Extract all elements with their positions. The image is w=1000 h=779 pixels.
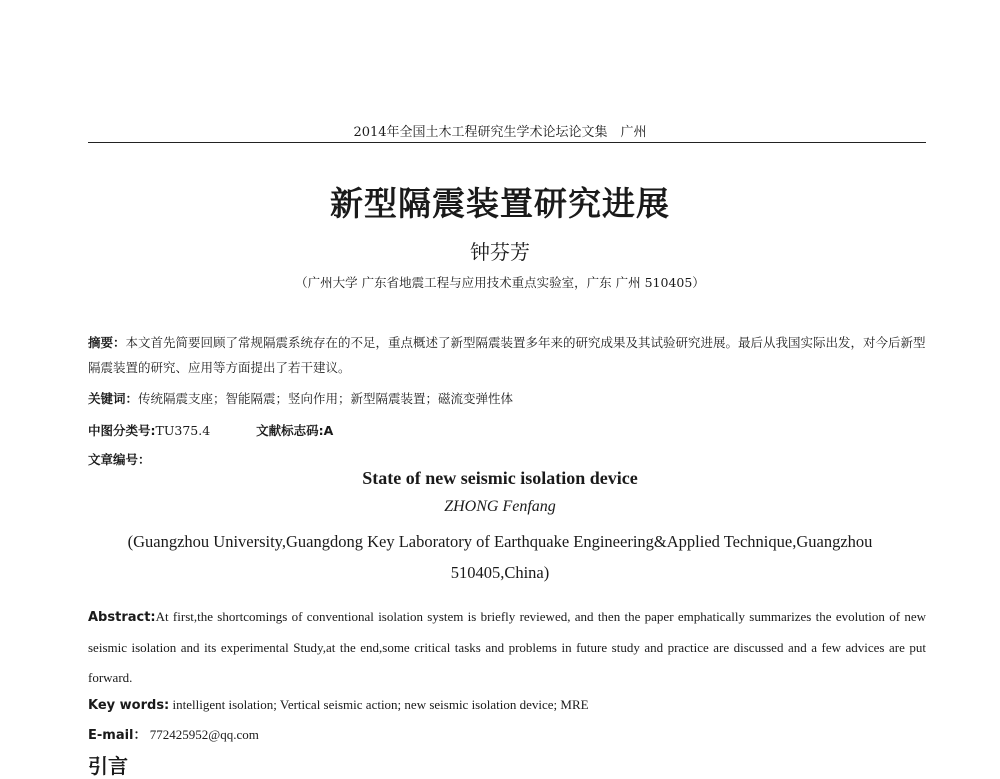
header-rule	[88, 142, 926, 143]
paper-title-cn: 新型隔震装置研究进展	[330, 184, 670, 223]
classification-line	[88, 418, 926, 443]
author-en: ZHONG Fenfang	[444, 498, 556, 515]
section-heading-intro: 引言	[88, 754, 128, 778]
email-value: 772425952@qq.com	[146, 727, 259, 742]
abstract-cn-label: 摘要：	[88, 335, 126, 350]
abstract-en	[88, 602, 926, 693]
running-header: 2014年全国土木工程研究生学术论坛论文集 广州	[353, 125, 647, 140]
article-number-label: 文章编号：	[88, 452, 151, 467]
email-line	[88, 720, 926, 751]
keywords-en-text: intelligent isolation; Vertical seismic action; new seismic isolation device; MRE	[169, 697, 589, 712]
email-label: E-mail：	[88, 728, 147, 743]
keywords-cn-text: 传统隔震支座；智能隔震；竖向作用；新型隔震装置；磁流变弹性体	[138, 391, 514, 406]
affiliation-cn: （广州大学 广东省地震工程与应用技术重点实验室，广东 广州 510405）	[295, 275, 705, 290]
author-cn: 钟芬芳	[470, 240, 530, 264]
clc-label: 中图分类号:	[88, 423, 156, 438]
doc-code-label: 文献标志码:	[256, 423, 324, 438]
keywords-cn	[88, 386, 926, 411]
keywords-cn-label: 关键词：	[88, 391, 139, 406]
doc-code-value: A	[323, 423, 334, 438]
affiliation-en: (Guangzhou University,Guangdong Key Laboratory of Earthquake Engineering&Applied Technique,Guangzhou 510405,China)	[127, 532, 873, 582]
abstract-cn-text: 本文首先简要回顾了常规隔震系统存在的不足，重点概述了新型隔震装置多年来的研究成果及其试验研究进展。最后从我国实际出发，对今后新型隔震装置的研究、应用等方面提出了若干建议。	[88, 335, 926, 375]
paper-title-en: State of new seismic isolation device	[362, 468, 638, 488]
abstract-en-label: Abstract:	[88, 610, 156, 625]
keywords-en-label: Key words:	[88, 698, 170, 713]
keywords-en	[88, 690, 926, 721]
abstract-cn	[88, 330, 926, 380]
abstract-en-text: At first,the shortcomings of conventional isolation system is briefly reviewed, and then the paper emphatically summarizes the evolution of new seismic isolation and its experimental Study,at the end,some critical tasks and problems in future study and practice are discussed and a few advices are put forward.	[88, 609, 926, 685]
clc-value: TU375.4	[155, 423, 211, 438]
